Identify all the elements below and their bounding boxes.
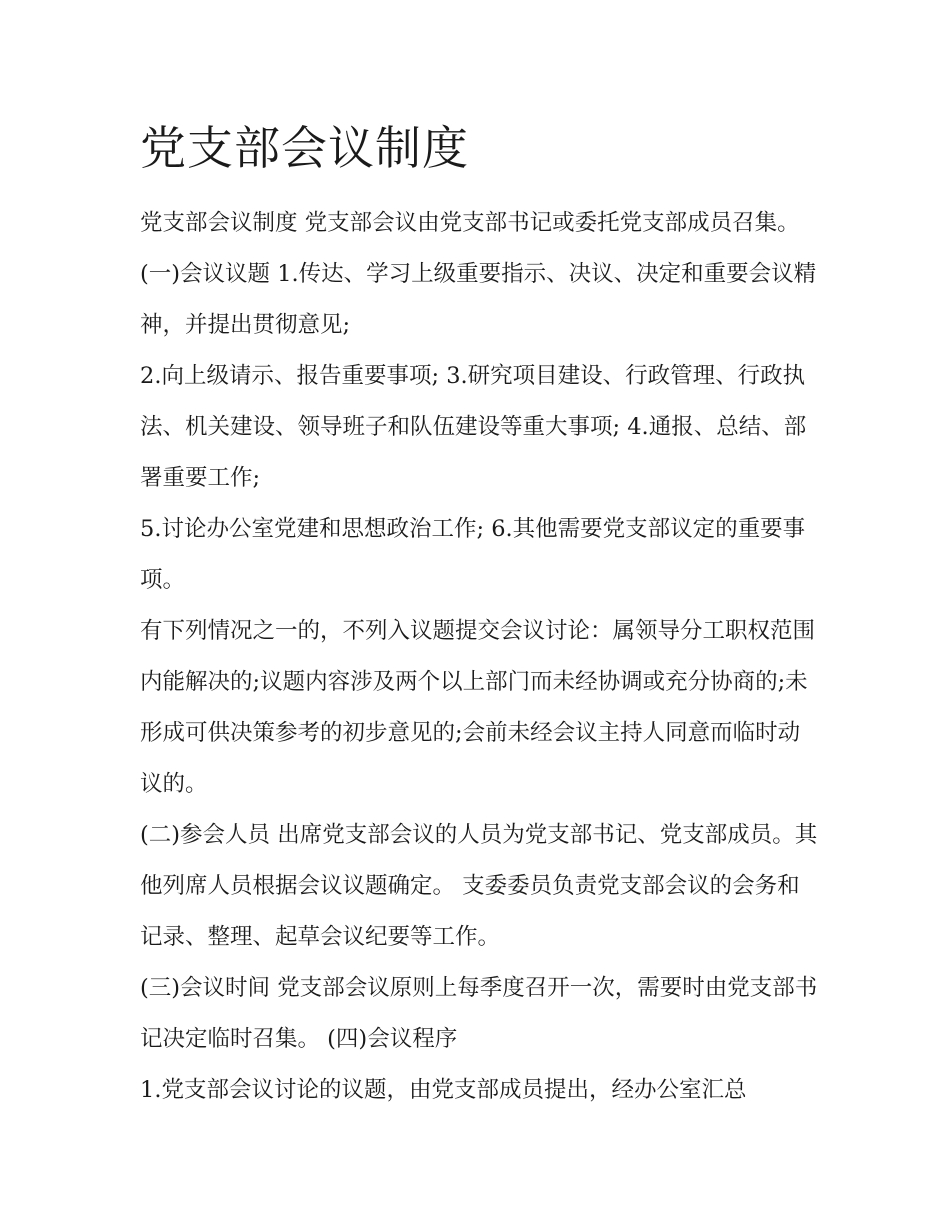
paragraph-7: 1.党支部会议讨论的议题，由党支部成员提出，经办公室汇总: [140, 1077, 747, 1103]
document-page: [140, 112, 820, 1116]
paragraph-3: 5.讨论办公室党建和思想政治工作; 6.其他需要党支部议定的重要事项。: [140, 516, 806, 593]
paragraph-2: 2.向上级请示、报告重要事项; 3.研究项目建设、行政管理、行政执法、机关建设、领导班子和队伍建设等重大事项; 4.通报、总结、部署重要工作;: [140, 363, 807, 491]
paragraph-1: 党支部会议制度 党支部会议由党支部书记或委托党支部成员召集。 (一)会议议题 1.传达、学习上级重要指示、决议、决定和重要会议精神，并提出贯彻意见;: [140, 210, 817, 338]
document-title: 党支部会议制度: [140, 121, 469, 175]
document-body: [140, 198, 820, 1116]
paragraph-5: (二)参会人员 出席党支部会议的人员为党支部书记、党支部成员。其他列席人员根据会议议题确定。 支委委员负责党支部会议的会务和记录、整理、起草会议纪要等工作。: [140, 822, 818, 950]
paragraph-4: 有下列情况之一的，不列入议题提交会议讨论：属领导分工职权范围内能解决的;议题内容涉及两个以上部门而未经协调或充分协商的;未形成可供决策参考的初步意见的;会前未经会议主持人同意而临时动议的。: [140, 618, 816, 797]
paragraph-6: (三)会议时间 党支部会议原则上每季度召开一次，需要时由党支部书记决定临时召集。 (四)会议程序: [140, 975, 818, 1052]
